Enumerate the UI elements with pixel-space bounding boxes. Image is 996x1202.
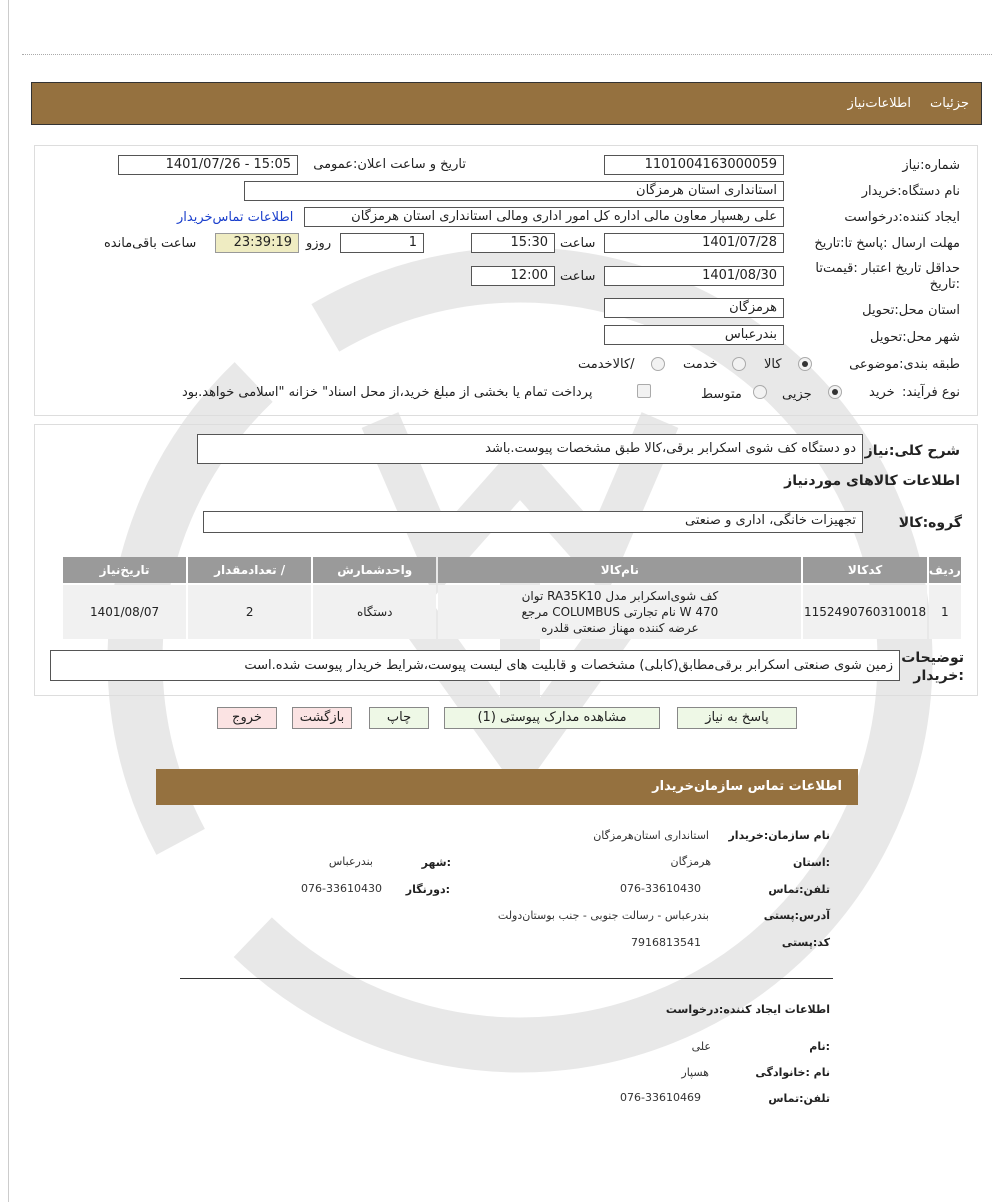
min-valid-time-label: ساعت [560, 269, 596, 284]
summary-description: دو دستگاه کف شوی اسکرابر برقی،کالا طبق مشخصات پیوست.باشد [197, 434, 863, 464]
creator-info-heading: اطلاعات ایجاد کننده:درخواست [665, 1003, 830, 1016]
creator-label: ایجاد کننده:درخواست [844, 210, 960, 225]
buyer-org-field: استانداری استان هرمزگان [244, 181, 784, 201]
category-service-radio[interactable] [732, 357, 746, 371]
attachments-button[interactable]: مشاهده مدارک پیوستی (1) [444, 707, 660, 729]
items-table-header-row [63, 557, 961, 583]
col-date-header: تاریخ‌نیاز [63, 557, 186, 583]
contact-phone-value: 076-33610430 [620, 882, 701, 895]
row-quantity: 2 [188, 585, 311, 639]
delivery-province-label: استان محل:تحویل [862, 303, 960, 318]
creator-family-value: هسپار [681, 1066, 709, 1079]
process-minor-radio[interactable] [828, 385, 842, 399]
buyer-notes-label-2: :خریدار [913, 668, 964, 684]
col-index-header: ردیف [929, 557, 961, 583]
buyer-org-label: نام دستگاه:خریدار [861, 184, 960, 199]
contact-divider [180, 978, 833, 979]
contact-city-label: :شهر [421, 856, 451, 869]
row-name [438, 585, 801, 639]
need-number-label: شماره:نیاز [902, 158, 960, 173]
buyer-contact-link[interactable]: اطلاعات تماس‌خریدار [177, 210, 294, 225]
tab-need-info[interactable]: اطلاعات‌نیاز [847, 96, 911, 111]
items-heading: اطلاعات کالاهای موردنیاز [784, 473, 960, 489]
goods-group-field: تجهیزات خانگی، اداری و صنعتی [203, 511, 863, 533]
buyer-notes-label: توضیحات [901, 650, 964, 666]
contact-fax-label: :دورنگار [405, 883, 450, 896]
min-valid-time-field: 12:00 [471, 266, 555, 286]
deadline-label: مهلت ارسال :پاسخ تا:تاریخ [814, 236, 960, 251]
remaining-time-field: 23:39:19 [215, 233, 299, 253]
col-code-header: کدکالا [803, 557, 926, 583]
days-field: 1 [340, 233, 424, 253]
process-label: نوع فرآیند: [902, 385, 960, 400]
goods-group-label: گروه:کالا [898, 515, 962, 531]
contact-address-label: آدرس:پستی [763, 909, 830, 922]
page-header-bar [31, 82, 982, 125]
treasury-payment-checkbox[interactable] [637, 384, 651, 398]
deadline-time-field: 15:30 [471, 233, 555, 253]
contact-org-label: نام سازمان:خریدار [728, 829, 830, 842]
process-buy-text: خرید [869, 385, 895, 400]
category-label: طبقه بندی:موضوعی [849, 357, 960, 372]
min-valid-label: حداقل تاریخ اعتبار :قیمت‌تا [815, 261, 960, 276]
contact-city-value: بندرعباس [328, 855, 373, 868]
process-medium-text: متوسط [701, 387, 742, 402]
contact-header-title: اطلاعات تماس سازمان‌خریدار [652, 779, 842, 794]
contact-province-label: :استان [793, 856, 830, 869]
remaining-label: ساعت باقی‌مانده [104, 236, 197, 251]
category-goods-radio[interactable] [798, 357, 812, 371]
row-name-line-3: عرضه کننده مهناز صنعتی قلدره [541, 621, 699, 635]
category-goods-service-text: /کالاخدمت [578, 357, 635, 372]
col-unit-header: واحدشمارش [313, 557, 436, 583]
row-index: 1 [929, 585, 961, 639]
deadline-time-label: ساعت [560, 236, 596, 251]
contact-address-value: بندرعباس - رسالت جنوبی - جنب بوستان‌دولت [497, 909, 709, 922]
delivery-province-field: هرمزگان [604, 298, 784, 318]
min-valid-date-field: 1401/08/30 [604, 266, 784, 286]
buyer-notes-field: زمین شوی صنعتی اسکرابر برقی‌مطابق(کابلی) مشخصات و قابلیت های لیست پیوست،شرایط خریدار پیوست شده.است [50, 650, 900, 681]
exit-button[interactable]: خروج [217, 707, 277, 729]
items-table [61, 555, 963, 641]
creator-phone-label: تلفن:تماس [768, 1092, 830, 1105]
row-unit: دستگاه [313, 585, 436, 639]
days-label: روزو [306, 236, 332, 251]
creator-family-label: نام :خانوادگی [755, 1066, 830, 1079]
col-quantity-header: / تعدادمقدار [188, 557, 311, 583]
process-medium-radio[interactable] [753, 385, 767, 399]
process-minor-text: جزیی [782, 387, 812, 402]
back-button[interactable]: بازگشت [292, 707, 352, 729]
row-code: 1152490760310018 [803, 585, 926, 639]
row-name-line-1: کف شوی‌اسکرابر مدل RA35K10 توان [521, 589, 719, 603]
contact-postal-label: کد:پستی [781, 936, 830, 949]
creator-name-label: :نام [809, 1040, 830, 1053]
announce-field: 1401/07/26 - 15:05 [118, 155, 298, 175]
delivery-city-label: شهر محل:تحویل [870, 330, 960, 345]
category-goods-text: کالا [764, 357, 782, 372]
reply-button[interactable]: پاسخ به نیاز [677, 707, 797, 729]
creator-field: علی رهسپار معاون مالی اداره کل امور اداری ومالی استانداری استان هرمزگان [304, 207, 784, 227]
contact-org-value: استانداری استان‌هرمزگان [593, 829, 709, 842]
table-row [63, 585, 961, 639]
min-valid-label-2: :تاریخ [929, 277, 960, 292]
need-number-field: 1101004163000059 [604, 155, 784, 175]
contact-postal-value: 7916813541 [631, 936, 701, 949]
col-name-header: نام‌کالا [438, 557, 801, 583]
contact-phone-label: تلفن:تماس [768, 883, 830, 896]
category-service-text: خدمت [683, 357, 718, 372]
summary-title: شرح کلی:نیاز [864, 443, 960, 459]
creator-name-value: علی [691, 1040, 711, 1053]
announce-label: تاریخ و ساعت اعلان:عمومی [313, 157, 466, 172]
deadline-date-field: 1401/07/28 [604, 233, 784, 253]
contact-header-bar [156, 769, 858, 805]
row-name-line-2: 470 W نام تجارتی COLUMBUS مرجع [521, 605, 719, 619]
contact-fax-value: 076-33610430 [301, 882, 382, 895]
print-button[interactable]: چاپ [369, 707, 429, 729]
tab-details[interactable]: جزئیات [930, 96, 969, 111]
category-goods-service-radio[interactable] [651, 357, 665, 371]
creator-phone-value: 076-33610469 [620, 1091, 701, 1104]
contact-province-value: هرمزگان [670, 855, 711, 868]
treasury-payment-text: پرداخت تمام یا بخشی از مبلغ خرید،از محل اسناد" خزانه "اسلامی خواهد.بود [182, 385, 593, 400]
row-date: 1401/08/07 [63, 585, 186, 639]
delivery-city-field: بندرعباس [604, 325, 784, 345]
